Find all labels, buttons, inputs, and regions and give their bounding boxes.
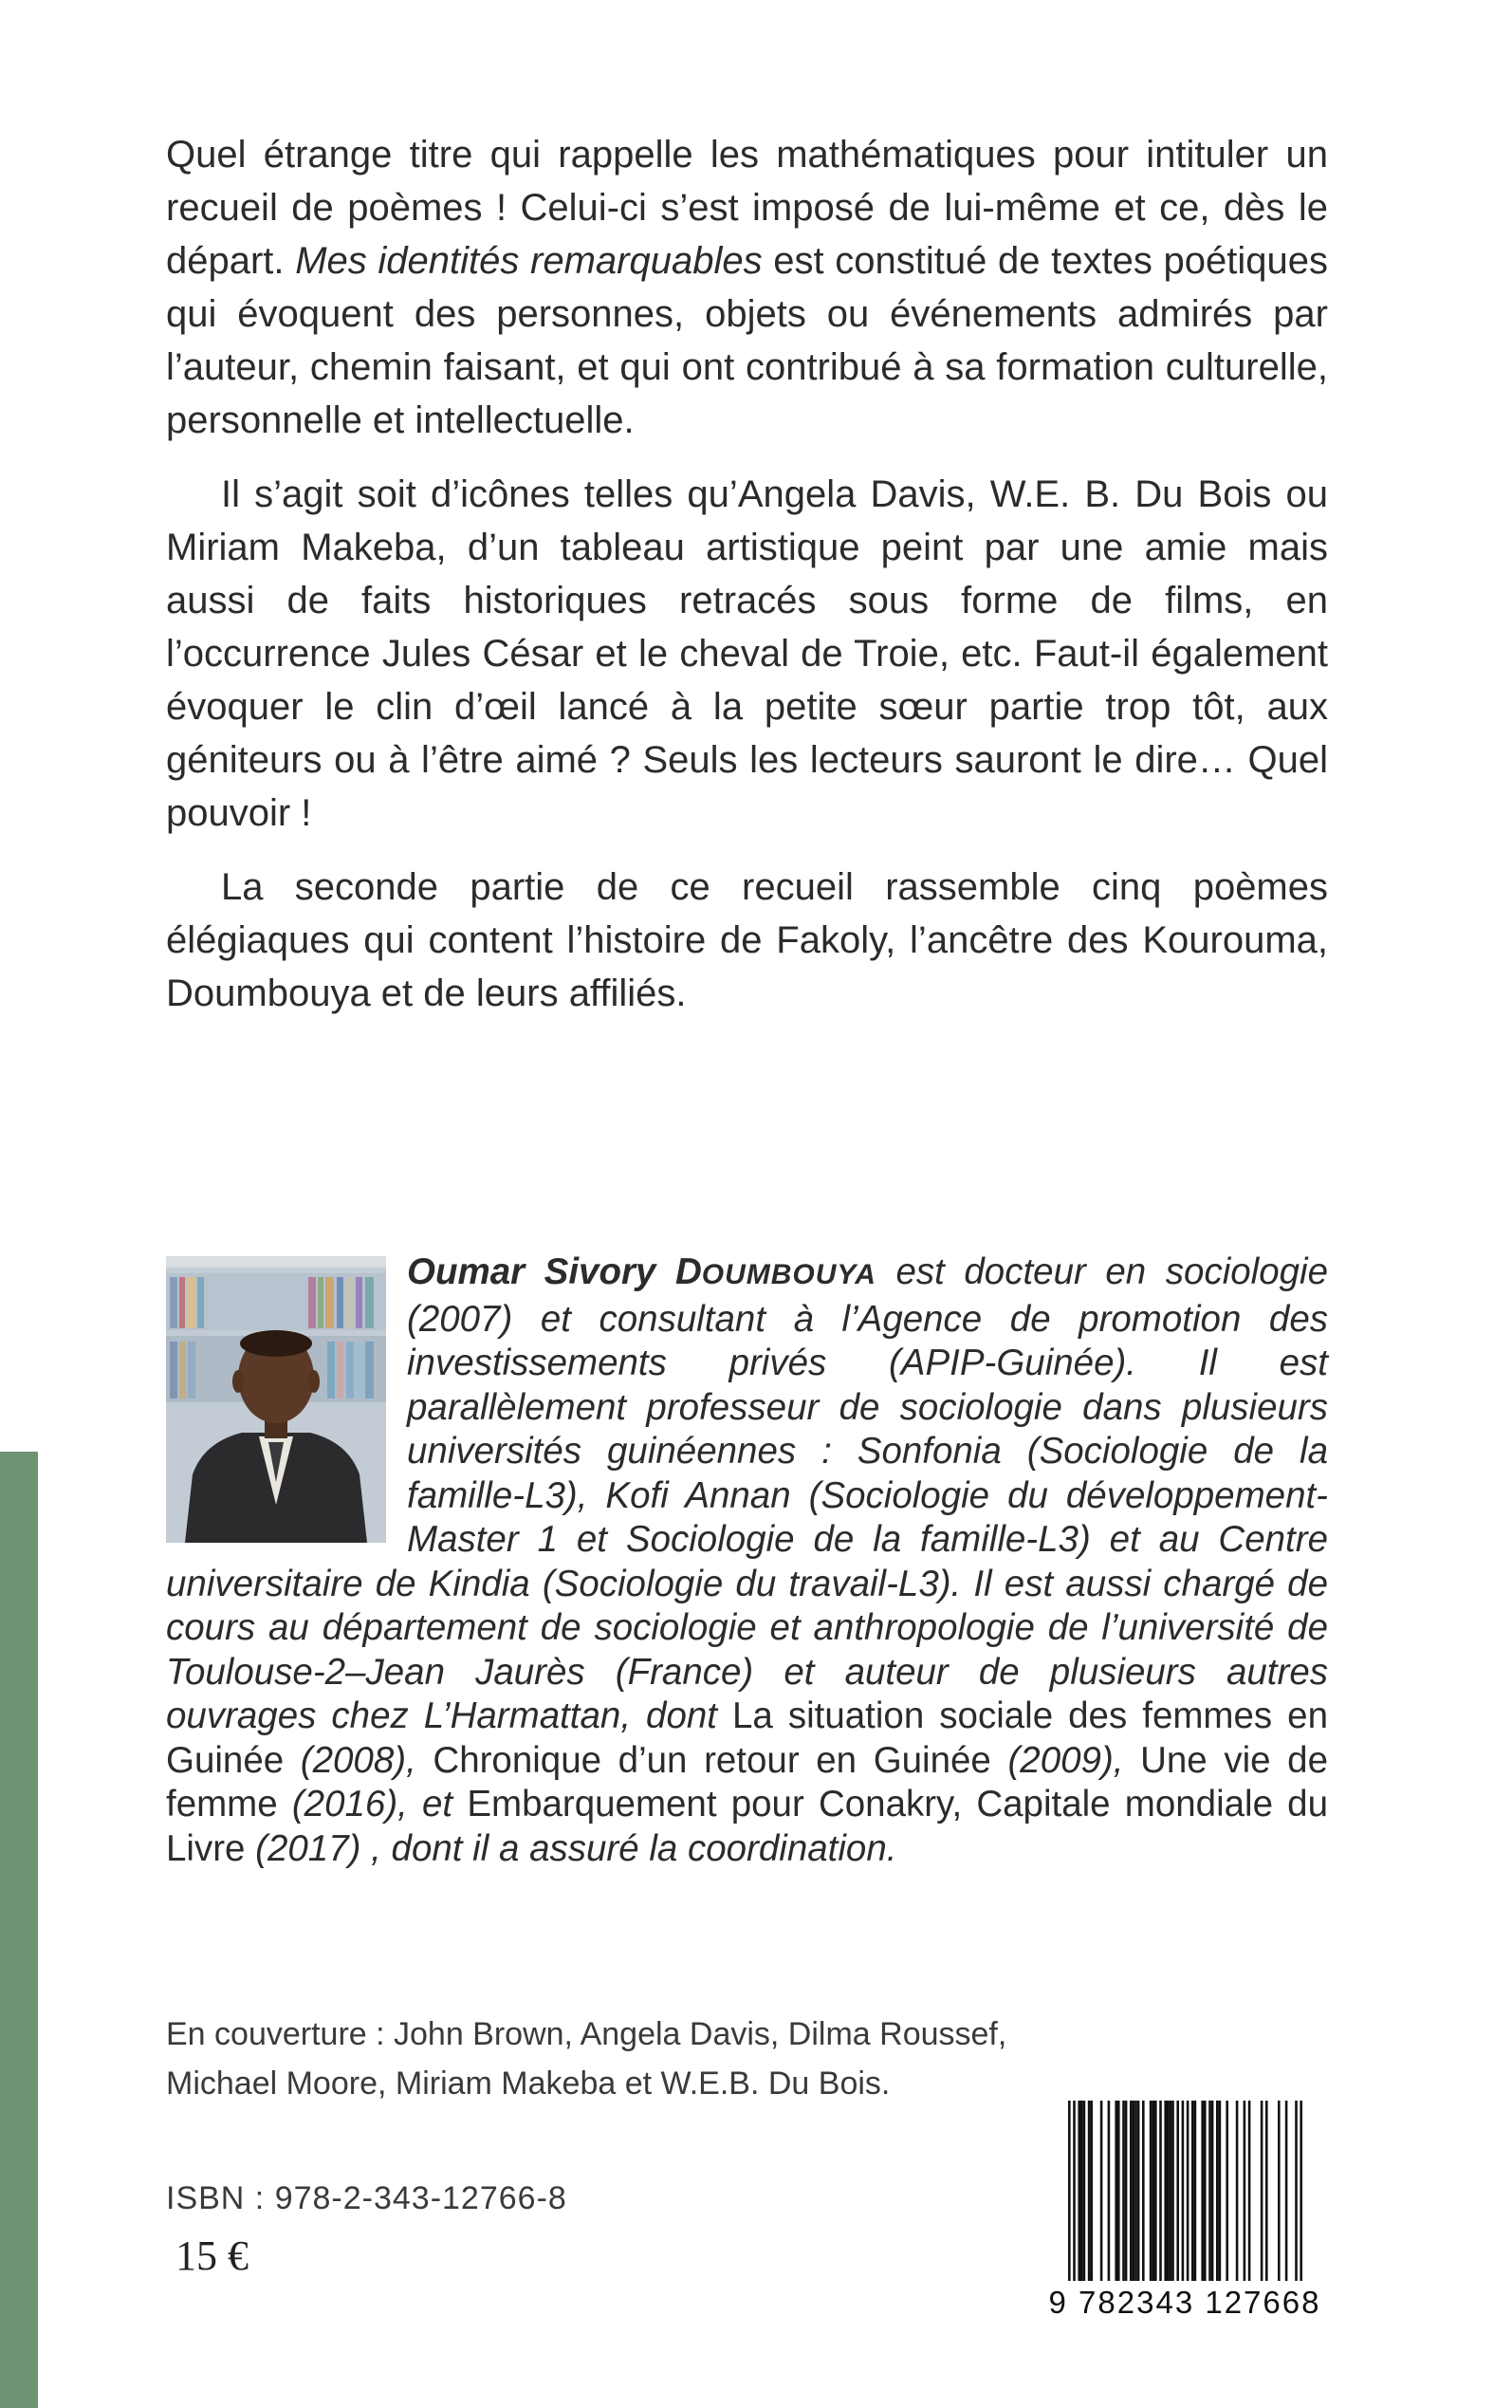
barcode-bar (1083, 2101, 1086, 2281)
author-name (407, 1251, 876, 1292)
barcode-bar (1150, 2101, 1152, 2281)
author-first-names: Oumar Sivory (407, 1251, 675, 1292)
blurb-paragraph-1 (166, 128, 1328, 447)
barcode-bar (1285, 2101, 1288, 2281)
barcode-bar (1171, 2101, 1174, 2281)
barcode-bar (1194, 2101, 1197, 2281)
barcode-digits: 9 782343 127668 (1048, 2285, 1321, 2320)
author-surname-rest: OUMBOUYA (701, 1259, 876, 1290)
isbn: ISBN : 978-2-343-12766-8 (166, 2180, 567, 2216)
blurb-paragraph-3: La seconde partie de ce recueil rassemble cinq poèmes élégiaques qui content l’histoire de Fakoly, l’ancêtre des Kourouma, Doumbouya et de leurs affiliés. (166, 866, 1328, 1014)
barcode (1042, 2097, 1328, 2321)
barcode-bar (1216, 2101, 1219, 2281)
barcode-bar (1176, 2101, 1179, 2281)
barcode-bars-icon (1042, 2097, 1328, 2283)
barcode-bar (1295, 2101, 1298, 2281)
bio-year-1: (2008), (284, 1739, 433, 1781)
barcode-bar (1278, 2101, 1281, 2281)
author-biography (166, 1250, 1328, 1871)
bio-book-4: Embarquement pour Conakry, Capitale mondiale du Livre (166, 1784, 1328, 1869)
price: 15 € (175, 2232, 249, 2279)
barcode-bar (1201, 2101, 1204, 2281)
back-cover-blurb (166, 128, 1328, 1041)
barcode-bar (1125, 2101, 1128, 2281)
bio-year-4: (2017) , dont il a assuré la coordination. (245, 1827, 897, 1869)
bio-book-2: Chronique d’un retour en Guinée (433, 1739, 991, 1781)
barcode-bar (1100, 2101, 1103, 2281)
barcode-bar (1108, 2101, 1111, 2281)
barcode-bar (1090, 2101, 1093, 2281)
barcode-bar (1226, 2101, 1228, 2281)
barcode-bar (1211, 2101, 1214, 2281)
barcode-bar (1191, 2101, 1194, 2281)
barcode-bar (1152, 2101, 1154, 2281)
barcode-bar (1182, 2101, 1185, 2281)
blurb-text: Quel étrange titre qui rappelle les mathématiques pour intituler un recueil de poèmes ! Celui-ci s’est imposé de lui-même et ce, dès le départ. (166, 134, 1328, 282)
barcode-bar (1068, 2101, 1071, 2281)
barcode-bar (1130, 2101, 1133, 2281)
barcode-bar (1261, 2101, 1263, 2281)
barcode-bar (1248, 2101, 1251, 2281)
barcode-bar (1208, 2101, 1211, 2281)
blurb-text: est constitué de textes poétiques qui évoquent des personnes, objets ou événements admirés par l’auteur, chemin faisant, et qui ont contribué à sa formation culturelle, personnelle et intellectuelle. (166, 240, 1328, 441)
barcode-bar (1137, 2101, 1140, 2281)
barcode-bar (1167, 2101, 1170, 2281)
barcode-bar (1073, 2101, 1076, 2281)
barcode-bar (1122, 2101, 1125, 2281)
blurb-paragraph-2: Il s’agit soit d’icônes telles qu’Angela Davis, W.E. B. Du Bois ou Miriam Makeba, d’un tableau artistique peint par une amie mais aussi de faits historiques retracés sous forme de films, en l’occurrence Jules César et le cheval de Troie, etc. Faut-il également évoquer le clin d’œil lancé à la petite sœur partie trop tôt, aux géniteurs ou à l’être aimé ? Seuls les lecteurs sauront le dire… Quel pouvoir ! (166, 473, 1328, 834)
barcode-bar (1187, 2101, 1189, 2281)
barcode-bar (1219, 2101, 1222, 2281)
barcode-bar (1078, 2101, 1080, 2281)
author-surname-initial: D (674, 1251, 702, 1292)
barcode-bar (1164, 2101, 1167, 2281)
barcode-bar (1236, 2101, 1239, 2281)
green-side-band (0, 1452, 38, 2408)
bio-book-1: La situation sociale des femmes en Guinée (166, 1695, 1329, 1781)
barcode-bar (1204, 2101, 1207, 2281)
barcode-bar (1300, 2101, 1302, 2281)
book-title: Mes identités remarquables (295, 240, 763, 282)
barcode-bar (1142, 2101, 1145, 2281)
barcode-bar (1154, 2101, 1157, 2281)
barcode-bar (1080, 2101, 1083, 2281)
barcode-bar (1115, 2101, 1117, 2281)
barcode-bar (1134, 2101, 1137, 2281)
bio-text: est docteur en sociologie (2007) et consultant à l’Agence de promotion des investissements privés (APIP-Guinée). Il est parallèlement professeur de sociologie dans plusieurs universités guinéennes : Sonfonia (Sociologie de la famille-L3), Kofi Annan (Sociologie du développement-Master 1 et Sociologie de la famille-L3) et au Centre universitaire de Kindia (Sociologie du travail-L3). Il est aussi chargé de cours au département de sociologie et anthropologie de l’université de Toulouse-2–Jean Jaurès (France) et auteur de plusieurs autres ouvrages chez L’Harmattan, dont (166, 1251, 1328, 1736)
barcode-bar (1088, 2101, 1091, 2281)
barcode-bar (1133, 2101, 1135, 2281)
barcode-bar (1265, 2101, 1268, 2281)
bio-year-3: (2016), et (277, 1784, 468, 1825)
barcode-bar (1159, 2101, 1162, 2281)
author-portrait-icon (166, 1256, 386, 1543)
barcode-bar (1117, 2101, 1120, 2281)
barcode-bar (1170, 2101, 1172, 2281)
barcode-bar (1244, 2101, 1246, 2281)
bio-book-3: Une vie de femme (166, 1739, 1328, 1825)
bio-year-2: (2009), (990, 1739, 1141, 1781)
cover-credit: En couverture : John Brown, Angela Davis, Dilma Roussef, Michael Moore, Miriam Makeba et W.E.B. Du Bois. (166, 2016, 1007, 2102)
author-photo (166, 1256, 386, 1543)
